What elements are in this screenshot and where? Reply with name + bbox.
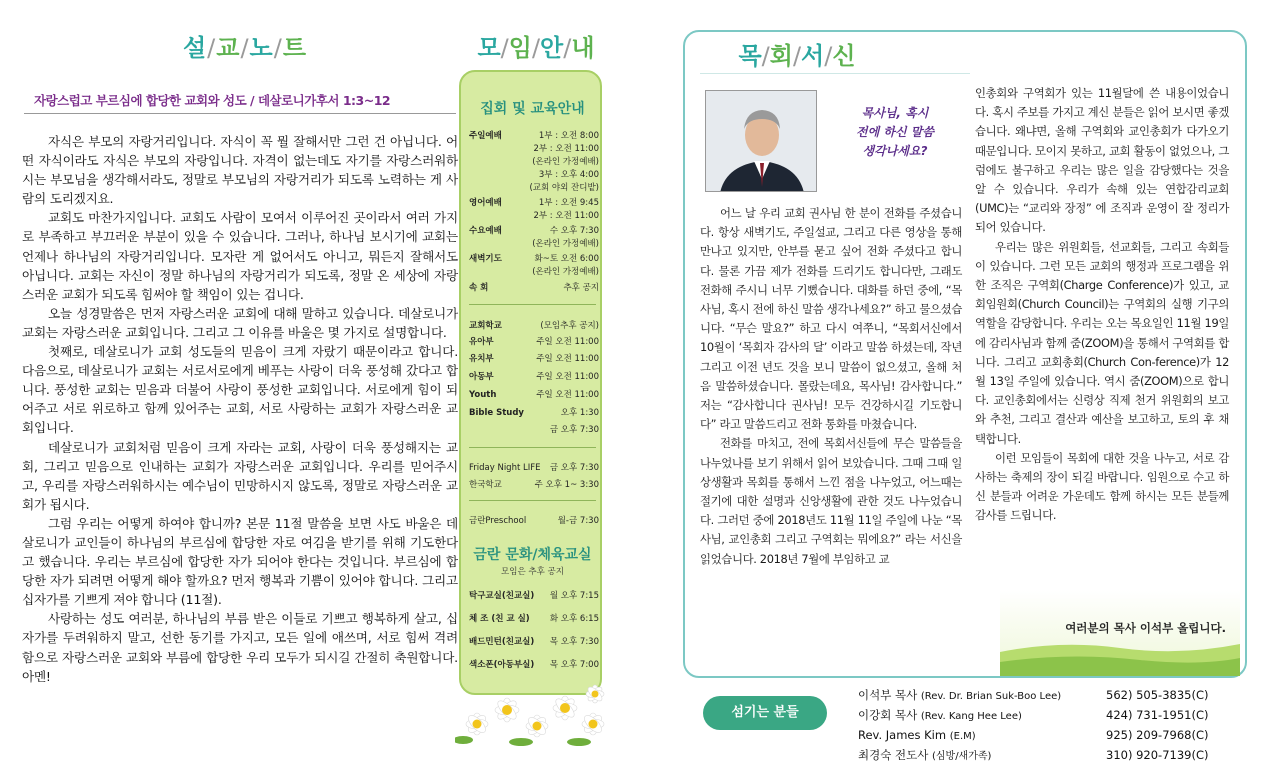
schedule-row: 영어예배 1부 : 오전 9:45 <box>469 198 599 208</box>
staff-name: 이석부 목사 <box>858 688 918 702</box>
staff-phone: 562) 505-3835(C) <box>1106 688 1209 702</box>
daisy-illustration <box>455 680 615 748</box>
staff-detail: (심방/새가족) <box>931 751 992 762</box>
title-char: 목 <box>738 42 762 70</box>
sermon-body <box>22 132 458 686</box>
schedule-row: 아동부 주일 오전 11:00 <box>469 372 599 382</box>
culture-row: 체 조 (친 교 실) 화 오후 6:15 <box>469 614 599 624</box>
schedule-heading: 집회 및 교육안내 <box>480 101 585 117</box>
letter-paragraph: 이런 모임들이 목회에 대한 것을 나누고, 서로 감사하는 축제의 장이 되길 바랍니다. 임원으로 수고 하신 분들과 어려운 가운데도 함께 하시는 모든 분들께 감사를 드립니다. <box>975 450 1229 523</box>
staff-phone: 310) 920-7139(C) <box>1106 748 1209 762</box>
title-char: 신 <box>832 42 856 70</box>
staff-detail: (Rev. Kang Hee Lee) <box>920 711 1022 722</box>
culture-heading: 금란 문화/체육교실 <box>473 547 592 563</box>
letter-paragraph: 어느 날 우리 교회 권사님 한 분이 전화를 주셨습니다. 항상 새벽기도, 주일설교, 그리고 다른 영상을 통해 만나고 있지만, 안부를 묻고 싶어 전화 주셨다고 합니다. 물론 가끔 제가 전화를 드리기도 합니다만, 그래도 전화해 주시니 너무 기뻤습니다. 대화를 하던 중에, “목사님, 혹시 전에 하신 말씀 생각나세요?” 하고 물으셨습니다. “무슨 말요?” 하고 다시 여쭈니, “목회서신에서 10월이 ‘목회자 감사의 달’ 이라고 말씀 하셨는데, 작년 그리고 이전 년도 것을 보니 말씀이 없으셨고, 올해 처음 말씀하셨습니다. 몰랐는데요, 목사님! 감사합니다.” 저는 “감사합니다 권사님! 모두 건강하시길 기도합니다” 라고 말씀드리고 전화 통화를 마쳤습니다. <box>700 206 962 432</box>
title-char: 교 <box>216 34 241 62</box>
schedule-row: Friday Night LIFE 금 오후 7:30 <box>469 463 599 473</box>
letter-signature: 여러분의 목사 이석부 올립니다. <box>1065 621 1226 635</box>
letter-paragraph: 인총회와 구역회가 있는 11월달에 쓴 내용이었습니다. 혹시 주보를 가지고 계신 분들은 읽어 보시면 좋겠습니다. 왜냐면, 올해 구역회와 교인총회가 다가오기 때문입니다. 모이지 못하고, 교회 활동이 없었으나, 그럼에도 불구하고 우리는 많은 일을 감당했다는 것을 알 수 있습니다. 우리가 속해 있는 연합감리교회(UMC)는 “교리와 장정” 에 조직과 운영이 잘 정리가 되어 있습니다. <box>975 86 1229 235</box>
schedule-row: 금 오후 7:30 <box>549 425 599 435</box>
staff-row <box>858 746 1234 764</box>
staff-detail: (Rev. Dr. Brian Suk-Boo Lee) <box>920 691 1062 702</box>
staff-name: 최경숙 전도사 <box>858 748 929 762</box>
staff-row <box>858 686 1234 704</box>
quote-line: 전에 하신 말씀 <box>856 125 934 139</box>
letter-column-2 <box>975 84 1229 526</box>
sermon-subtitle: 자랑스럽고 부르심에 합당한 교회와 성도 / 데살로니가후서 1:3~12 <box>34 93 391 108</box>
title-char: 모 <box>477 34 501 62</box>
sermon-paragraph: 자식은 부모의 자랑거리입니다. 자식이 꼭 뭘 잘해서만 그런 건 아닙니다. 어떤 자식이라도 자식은 부모의 자랑입니다. 자격이 없는데도 자기를 자랑스러워하시는 부모님을 생각해서라도, 정말로 부모님의 자랑거리가 되도록 노력하는 게 사람의 도리겠지요. <box>22 134 458 207</box>
title-char: 설 <box>182 34 208 62</box>
sermon-paragraph: 그럼 우리는 어떻게 하여야 합니까? 본문 11절 말씀을 보면 사도 바울은 데살로니가 교인들이 하나님의 부르심에 합당한 자로 여김을 받기를 위해 기도한다고 했습니다. 우리는 부르심에 합당한 자가 되어야 한다는 것입니다. 부르심에 합당한 자가 되려면 어떻게 해야 할까요? 먼저 행복과 기쁨이 있어야 합니다. 그리고 십자가를 기쁘게 져야 합니다 (11절). <box>22 515 458 608</box>
staff-phone: 424) 731-1951(C) <box>1106 708 1209 722</box>
sermon-section-title: 설/교/노/트 <box>182 34 308 62</box>
staff-row <box>858 706 1234 724</box>
title-char: 안 <box>540 34 564 62</box>
quote-line: 목사님, 혹시 <box>861 106 929 120</box>
schedule-row: 속 회 추후 공지 <box>469 283 599 293</box>
schedule-row: 주일예배 1부 : 오전 8:00 <box>469 131 599 141</box>
schedule-row: 2부 : 오전 11:00 <box>533 144 599 154</box>
schedule-panel <box>459 70 602 695</box>
title-char: 서 <box>801 42 825 70</box>
sermon-paragraph: 오늘 성경말씀은 먼저 자랑스러운 교회에 대해 말하고 있습니다. 데살로니가 교회는 자랑스러운 교회입니다. 그리고 그 이유를 바울은 몇 가지로 설명합니다. <box>22 305 458 340</box>
culture-row: 색소폰(아동부실) 목 오후 7:00 <box>469 660 599 670</box>
title-char: 회 <box>769 42 793 70</box>
schedule-row: (온라인 가정예배) <box>532 267 599 277</box>
schedule-section-title: 모/임/안/내 <box>477 34 595 62</box>
schedule-row: (온라인 가정예배) <box>532 157 599 167</box>
schedule-row: Youth 주일 오전 11:00 <box>469 390 599 400</box>
schedule-row: 수요예배 수 오후 7:30 <box>469 226 599 236</box>
letter-paragraph: 우리는 많은 위원회들, 선교회들, 그리고 속회들이 있습니다. 그런 모든 교회의 행정과 프로그램을 위한 조직은 구역회(Charge Conference)가 있고, 교회임원회(Church Council)는 구역회의 실행 기구의 역할을 감당합니다. 우리는 오는 목요일인 11월 19일에 감리사님과 함께 줌(ZOOM)을 통해서 구역회를 합니다. 그리고 교회총회(Church Con-ference)가 12월 13일 주일에 있습니다. 역시 줌(ZOOM)으로 합니다. 교인총회에서는 신령상 직제 천거 위원회의 보고와 추천, 그리고 결산과 예산을 보고하고, 토의 후 채택합니다. <box>975 239 1229 446</box>
letter-paragraph: 전화를 마치고, 전에 목회서신들에 무슨 말씀들을 나누었나를 보기 위해서 읽어 보았습니다. 그때 그때 일상생활과 목회를 통해서 느낀 점을 나누었고, 어느때는 절기에 대한 설명과 신앙생활에 관한 것도 나누었습니다. 그러던 중에 2018년도 11월 11일 주일에 나눈 “목사님, 교인총회 그리고 구역회는 뭐에요?” 라는 서신을 읽었습니다. 2018년 7월에 부임하고 교 <box>700 436 962 566</box>
culture-row: 탁구교실(친교실) 월 오후 7:15 <box>469 591 599 601</box>
schedule-row: 유아부 주일 오전 11:00 <box>469 337 599 347</box>
schedule-row: 3부 : 오후 4:00 <box>538 170 599 180</box>
letter-section-title: 목/회/서/신 <box>738 42 856 70</box>
staff-phone: 925) 209-7968(C) <box>1106 728 1209 742</box>
pastor-quote <box>825 104 965 161</box>
schedule-row: 교회학교 (모임추후 공지) <box>469 321 599 331</box>
schedule-divider <box>469 500 596 501</box>
schedule-row: Bible Study 오후 1:30 <box>469 408 599 418</box>
culture-note: 모임은 추후 공지 <box>501 567 564 577</box>
title-char: 내 <box>571 34 595 62</box>
title-char: 임 <box>508 34 532 62</box>
pastor-photo <box>705 90 817 192</box>
title-char: 노 <box>249 34 274 62</box>
schedule-divider <box>469 304 596 305</box>
sermon-paragraph: 첫째로, 데살로니가 교회 성도들의 믿음이 크게 자랐기 때문이라고 합니다. 다음으로, 데살로니가 교회는 서로서로에게 베푸는 사랑이 더욱 풍성해 갔다고 합니다. 풍성한 교회는 믿음과 더불어 사랑이 풍성한 교회입니다. 서로에게 힘이 되어주고 서로 위로하고 함께 있어주는 교회, 서로 사랑하는 교회가 자랑스러운 교회입니다. <box>22 344 458 436</box>
letter-title-divider <box>700 73 970 74</box>
sermon-paragraph: 사랑하는 성도 여러분, 하나님의 부름 받은 이들로 기쁘고 행복하게 살고, 십자가를 두려워하지 말고, 선한 동기를 가지고, 모든 일에 애쓰며, 서로 힘써 격려함으로 자랑스러운 교회와 부름에 합당한 우리 모두가 되시길 간절히 축원합니다. 아멘! <box>22 611 458 684</box>
schedule-row: 유치부 주일 오전 11:00 <box>469 354 599 364</box>
staff-name: 이강회 목사 <box>858 708 918 722</box>
schedule-row: 한국학교 주 오후 1~ 3:30 <box>469 480 599 490</box>
title-char: 트 <box>282 34 308 62</box>
schedule-row: (온라인 가정예배) <box>532 239 599 249</box>
schedule-row: 2부 : 오전 11:00 <box>533 211 599 221</box>
staff-name: Rev. James Kim <box>858 728 947 742</box>
staff-row <box>858 726 1234 744</box>
culture-row: 배드민턴(친교실) 목 오후 7:30 <box>469 637 599 647</box>
schedule-row: (교회 야외 잔디밭) <box>529 183 599 193</box>
sermon-paragraph: 교회도 마찬가지입니다. 교회도 사람이 모여서 이루어진 곳이라서 여러 가지로 부족하고 부끄러운 부분이 있을 수 있습니다. 그러나, 하나님 보시기에 교회는 언제나 하나님의 자랑거리입니다. 모자란 게 없어서도 아니고, 뭐든지 잘해서도 아닙니다. 교회는 자신이 정말 하나님의 자랑거리가 되도록, 정말 온 세상에 자랑스러운 교회가 되도록 힘써야 할 책임이 있는 겁니다. <box>22 210 458 302</box>
schedule-row: 새벽기도 화~토 오전 6:00 <box>469 254 599 264</box>
quote-line: 생각나세요? <box>862 144 928 158</box>
staff-badge: 섬기는 분들 <box>703 696 827 730</box>
letter-column-1 <box>700 204 962 569</box>
schedule-divider <box>469 447 596 448</box>
staff-detail: (E.M) <box>949 731 976 742</box>
schedule-row: 금란Preschool 월-금 7:30 <box>469 516 599 526</box>
sermon-paragraph: 데살로니가 교회처럼 믿음이 크게 자라는 교회, 사랑이 더욱 풍성해지는 교회, 그리고 믿음으로 인내하는 교회가 자랑스러운 교회입니다. 우리를 믿어주시고, 우리를 자랑스러워하시는 예수님이 민망하시지 않도록, 정말로 자랑스러운 교회가 됩시다. <box>22 439 458 512</box>
sermon-divider <box>24 113 456 114</box>
